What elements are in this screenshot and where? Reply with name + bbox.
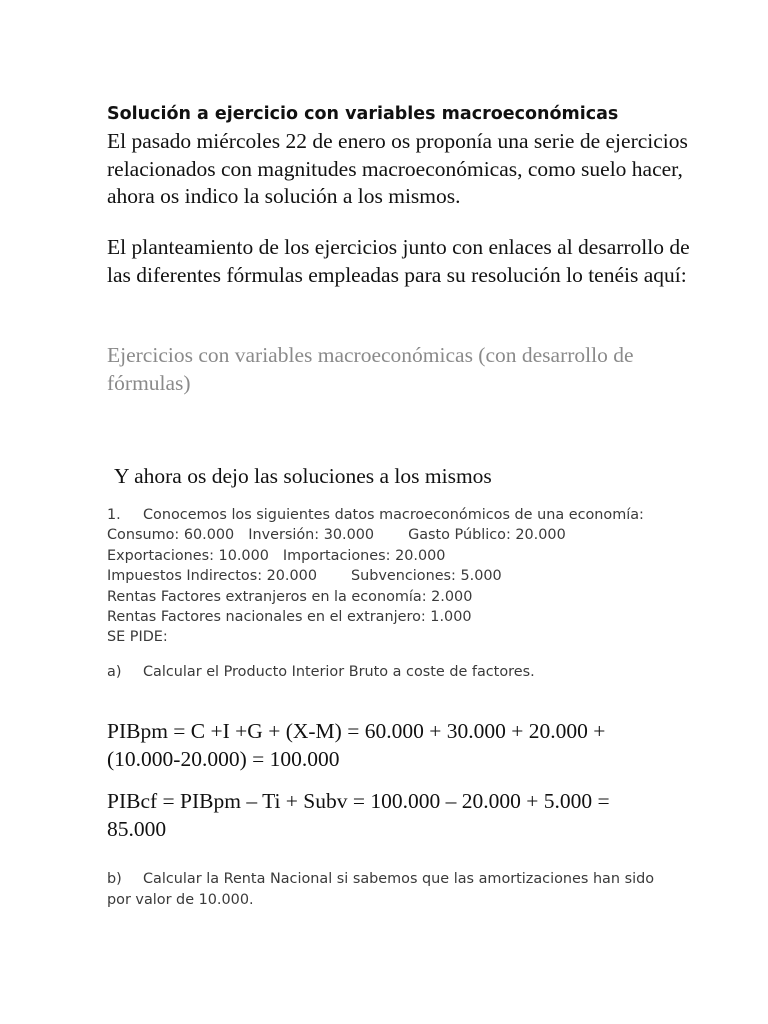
importaciones-value: Importaciones: 20.000 bbox=[282, 547, 446, 564]
consumo-value: Consumo: 60.000 bbox=[107, 527, 235, 544]
intro-paragraph: El pasado miércoles 22 de enero os proponía una serie de ejercicios relacionados con magnitudes macroeconómicas, como suelo hacer, ahora os indico la solución a los mismos. bbox=[107, 129, 688, 208]
inversion-value: Inversión: 30.000 bbox=[248, 527, 375, 544]
exercises-link[interactable]: Ejercicios con variables macroeconómicas (con desarrollo de fórmulas) bbox=[107, 343, 634, 395]
impuestos-value: Impuestos Indirectos: 20.000 bbox=[107, 568, 317, 585]
formula-pibpm: PIBpm = C +I +G + (X-M) = 60.000 + 30.000 + 20.000 + (10.000-20.000) = 100.000 bbox=[107, 719, 606, 771]
gasto-publico-value: Gasto Público: 20.000 bbox=[408, 527, 566, 544]
question-b-letter: b) bbox=[107, 871, 122, 887]
exercise-intro-line bbox=[107, 505, 644, 525]
question-b-text: Calcular la Renta Nacional si sabemos que las amortizaciones han sido por valor de 10.000. bbox=[107, 871, 655, 908]
rentas-nacionales-line: Rentas Factores nacionales en el extranjero: 1.000 bbox=[107, 609, 472, 626]
data-line-3 bbox=[107, 566, 644, 586]
planteamiento-paragraph: El planteamiento de los ejercicios junto con enlaces al desarrollo de las diferentes fórmulas empleadas para su resolución lo tenéis aquí: bbox=[107, 235, 690, 287]
exportaciones-value: Exportaciones: 10.000 bbox=[107, 547, 269, 564]
data-line-1 bbox=[107, 525, 644, 545]
question-a-text: Calcular el Producto Interior Bruto a coste de factores. bbox=[143, 664, 535, 680]
se-pide-line: SE PIDE: bbox=[107, 629, 168, 646]
rentas-extranjeros-line: Rentas Factores extranjeros en la economía: 2.000 bbox=[107, 588, 473, 605]
question-a bbox=[107, 662, 535, 683]
document-title: Solución a ejercicio con variables macroeconómicas bbox=[107, 104, 619, 124]
exercise-statement bbox=[107, 505, 644, 648]
data-line-2 bbox=[107, 546, 644, 566]
solutions-heading: Y ahora os dejo las soluciones a los mismos bbox=[114, 464, 492, 488]
question-a-letter: a) bbox=[107, 664, 122, 680]
formula-pibcf: PIBcf = PIBpm – Ti + Subv = 100.000 – 20.000 + 5.000 = 85.000 bbox=[107, 789, 610, 841]
subvenciones-value: Subvenciones: 5.000 bbox=[350, 568, 502, 585]
exercise-statement-text: Conocemos los siguientes datos macroeconómicos de una economía: bbox=[143, 507, 644, 523]
exercise-number: 1. bbox=[107, 507, 121, 523]
question-b bbox=[107, 869, 667, 911]
